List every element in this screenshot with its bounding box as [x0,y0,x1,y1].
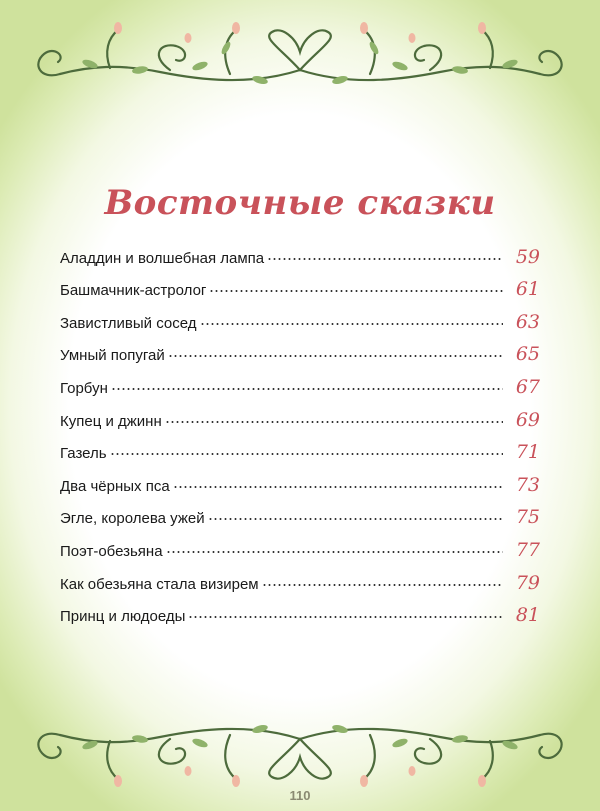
toc-entry-title: Принц и людоеды [60,608,186,626]
toc-entry-title: Завистливый сосед [60,314,197,332]
toc-entry-page: 71 [515,441,540,464]
toc-entry-title: Два чёрных пса [60,477,170,495]
toc-entry[interactable] [60,364,540,397]
toc-entry-page: 73 [515,473,540,496]
dot-leader [267,258,503,260]
toc-entry-title: Горбун [60,379,108,397]
toc-entry[interactable] [60,430,540,463]
dot-leader [110,453,503,455]
dot-leader [209,290,503,292]
toc-entry-page: 81 [515,604,540,627]
toc-entry-page: 77 [515,538,540,561]
toc-entry[interactable] [60,332,540,365]
toc-entry-page: 63 [515,310,540,333]
toc-entry-title: Башмачник-астролог [60,282,207,300]
bottom-floral-ornament [0,691,600,801]
toc-entry[interactable] [60,462,540,495]
dot-leader [168,355,503,357]
dot-leader [200,323,504,325]
toc-entry-page: 75 [515,506,540,529]
toc-entry-page: 59 [515,245,540,268]
toc-entry[interactable] [60,299,540,332]
section-title: Восточные сказки [104,182,496,223]
toc-entry-title: Аладдин и волшебная лампа [60,249,265,267]
toc-entry-title: Умный попугай [60,347,165,365]
table-of-contents [60,234,540,625]
toc-entry-page: 65 [515,343,540,366]
dot-leader [188,616,503,618]
toc-entry[interactable] [60,267,540,300]
toc-entry-page: 61 [515,278,540,301]
toc-entry-title: Купец и джинн [60,412,162,430]
toc-entry-page: 69 [515,408,540,431]
dot-leader [262,584,503,586]
toc-entry-title: Газель [60,445,107,463]
dot-leader [111,388,503,390]
toc-entry-page: 79 [515,571,540,594]
dot-leader [173,486,503,488]
dot-leader [208,518,503,520]
top-floral-ornament [0,8,600,118]
toc-entry[interactable] [60,397,540,430]
page-number: 110 [289,788,311,803]
toc-entry-title: Как обезьяна стала визирем [60,575,259,593]
toc-entry[interactable] [60,234,540,267]
toc-entry[interactable] [60,495,540,528]
toc-entry-title: Поэт-обезьяна [60,542,163,560]
dot-leader [165,421,503,423]
toc-entry[interactable] [60,560,540,593]
toc-entry-page: 67 [515,375,540,398]
toc-entry[interactable] [60,527,540,560]
toc-entry-title: Эгле, королева ужей [60,510,205,528]
toc-entry[interactable] [60,593,540,626]
dot-leader [166,551,503,553]
